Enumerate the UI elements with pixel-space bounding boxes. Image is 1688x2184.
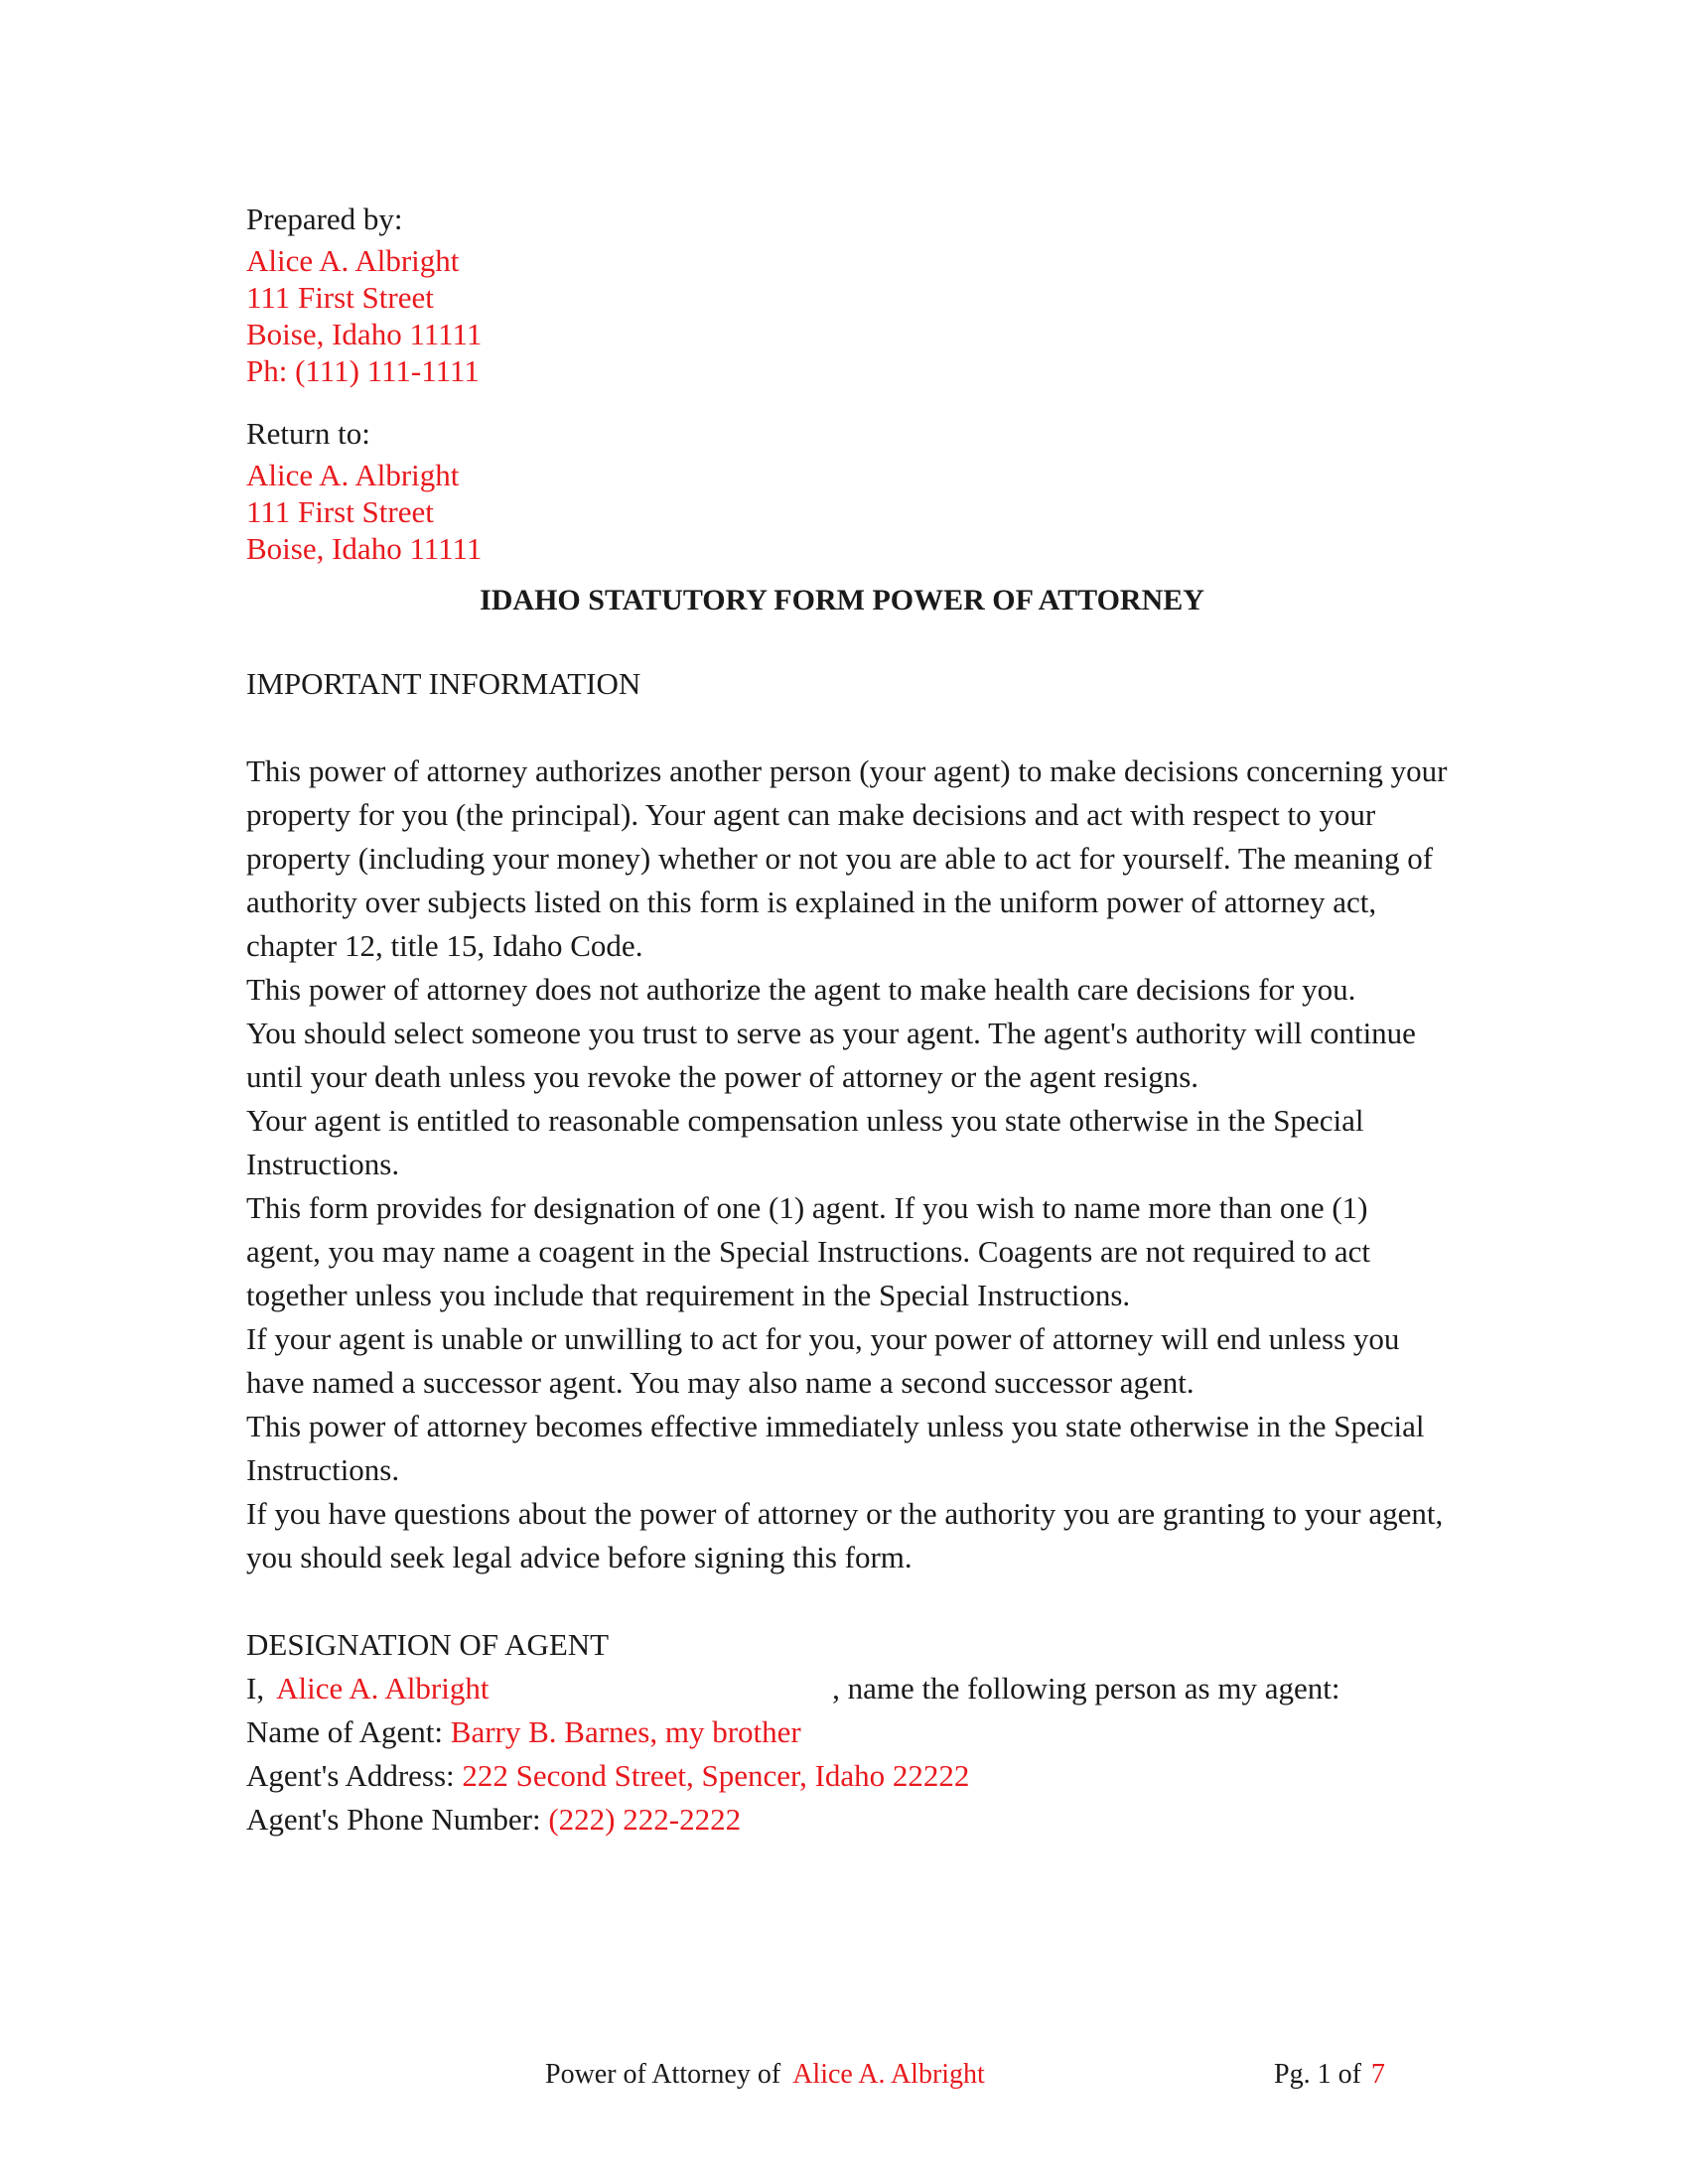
principal-name-field: Alice A. Albright	[276, 1671, 490, 1706]
prepared-by-block	[246, 197, 1448, 389]
page-number	[1274, 2055, 1385, 2095]
agent-address-row	[246, 1754, 1448, 1798]
info-paragraph: If you have questions about the power of attorney or the authority you are granting to your agent, you should seek legal advice before signing this form.	[246, 1496, 1444, 1574]
document-title: IDAHO STATUTORY FORM POWER OF ATTORNEY	[480, 584, 1204, 616]
page-footer	[0, 2055, 1688, 2095]
document-page	[246, 197, 1448, 1842]
footer-principal-name: Alice A. Albright	[792, 2059, 985, 2090]
agent-phone-row	[246, 1798, 1448, 1842]
page-total: 7	[1370, 2059, 1385, 2090]
return-to-name: Alice A. Albright	[246, 458, 460, 492]
prepared-by-phone: Ph: (111) 111-1111	[246, 353, 480, 388]
return-to-street: 111 First Street	[246, 494, 434, 529]
info-paragraph: This form provides for designation of one (1) agent. If you wish to name more than one (1) agent, you may name a coagent in the Special Instructions. Coagents are not required to act together unless you include that requirement in the Special Instructions.	[246, 1190, 1370, 1312]
agent-name-row	[246, 1710, 1448, 1754]
designation-intro	[246, 1667, 1448, 1710]
info-paragraph: You should select someone you trust to serve as your agent. The agent's authority will continue until your death unless you revoke the power of attorney or the agent resigns.	[246, 1016, 1416, 1094]
designation-of-agent	[246, 1623, 1448, 1842]
footer-prefix: Power of Attorney of	[545, 2059, 781, 2090]
agent-name-value: Barry B. Barnes, my brother	[450, 1714, 801, 1749]
prepared-by-street: 111 First Street	[246, 280, 434, 315]
agent-address-label: Agent's Address:	[246, 1758, 455, 1793]
return-to-city: Boise, Idaho 11111	[246, 531, 483, 566]
info-paragraph: This power of attorney authorizes another person (your agent) to make decisions concerning your property for you (the principal). Your agent can make decisions and act with respect to your property (including your money) whether or not you are able to act for yourself. The meaning of authority over subjects listed on this form is explained in the uniform power of attorney act, chapter 12, title 15, Idaho Code.	[246, 753, 1448, 963]
prepared-by-label: Prepared by:	[246, 202, 403, 236]
return-to-label: Return to:	[246, 416, 370, 451]
agent-address-value: 222 Second Street, Spencer, Idaho 22222	[462, 1758, 970, 1793]
info-paragraph: If your agent is unable or unwilling to act for you, your power of attorney will end unless you have named a successor agent. You may also name a second successor agent.	[246, 1321, 1400, 1400]
prepared-by-name: Alice A. Albright	[246, 243, 460, 278]
footer-title	[545, 2055, 985, 2095]
info-paragraph: This power of attorney becomes effective immediately unless you state otherwise in the Special Instructions.	[246, 1409, 1425, 1487]
page-label: Pg. 1 of	[1274, 2059, 1361, 2090]
important-info-heading: IMPORTANT INFORMATION	[246, 666, 641, 701]
intro-prefix: I,	[246, 1671, 265, 1706]
designation-heading: DESIGNATION OF AGENT	[246, 1627, 610, 1662]
return-to-block	[246, 411, 1448, 567]
prepared-by-city: Boise, Idaho 11111	[246, 317, 483, 351]
agent-phone-label: Agent's Phone Number:	[246, 1802, 541, 1837]
agent-phone-value: (222) 222-2222	[548, 1802, 742, 1837]
intro-suffix: , name the following person as my agent:	[832, 1671, 1340, 1706]
agent-name-label: Name of Agent:	[246, 1714, 444, 1749]
important-info-body	[246, 750, 1448, 1579]
info-paragraph: Your agent is entitled to reasonable compensation unless you state otherwise in the Special Instructions.	[246, 1103, 1364, 1181]
info-paragraph: This power of attorney does not authorize the agent to make health care decisions for you.	[246, 972, 1356, 1007]
